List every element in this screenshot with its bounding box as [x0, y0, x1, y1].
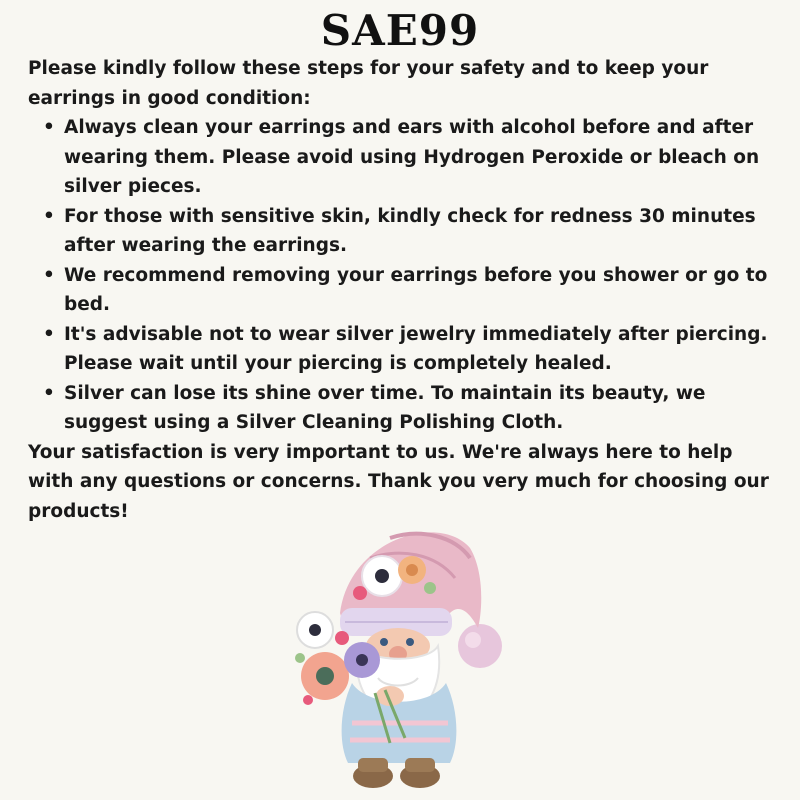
gnome-with-flowers-icon — [270, 518, 530, 793]
care-steps-list — [28, 113, 778, 438]
bullet-icon: • — [43, 382, 55, 404]
care-step — [43, 379, 778, 438]
bullet-icon: • — [43, 264, 55, 286]
care-step-text: We recommend removing your earrings before you shower or go to bed. — [64, 264, 768, 315]
care-step-text: It's advisable not to wear silver jewelry immediately after piercing. Please wait until your piercing is completely healed. — [64, 323, 768, 374]
care-step — [43, 202, 778, 261]
gnome-illustration — [270, 518, 530, 793]
care-step-text: Silver can lose its shine over time. To maintain its beauty, we suggest using a Silver Cleaning Polishing Cloth. — [64, 382, 706, 433]
bullet-icon: • — [43, 205, 55, 227]
care-step-text: For those with sensitive skin, kindly check for redness 30 minutes after wearing the earrings. — [64, 205, 756, 256]
intro-text: Please kindly follow these steps for your safety and to keep your earrings in good condition: — [28, 58, 709, 109]
brand-title: SAE99 — [320, 6, 480, 55]
care-step — [43, 113, 778, 202]
bullet-icon: • — [43, 117, 55, 138]
outro-text: Your satisfaction is very important to us. We're always here to help with any questions or concerns. Thank you very much for choosing our products! — [28, 441, 769, 522]
care-step — [43, 261, 778, 320]
care-step — [43, 320, 778, 379]
care-step-text: Always clean your earrings and ears with alcohol before and after wearing them. Please avoid using Hydrogen Peroxide or bleach on silver pieces. — [64, 117, 760, 197]
bullet-icon: • — [43, 323, 55, 345]
instructions-text — [28, 54, 778, 526]
